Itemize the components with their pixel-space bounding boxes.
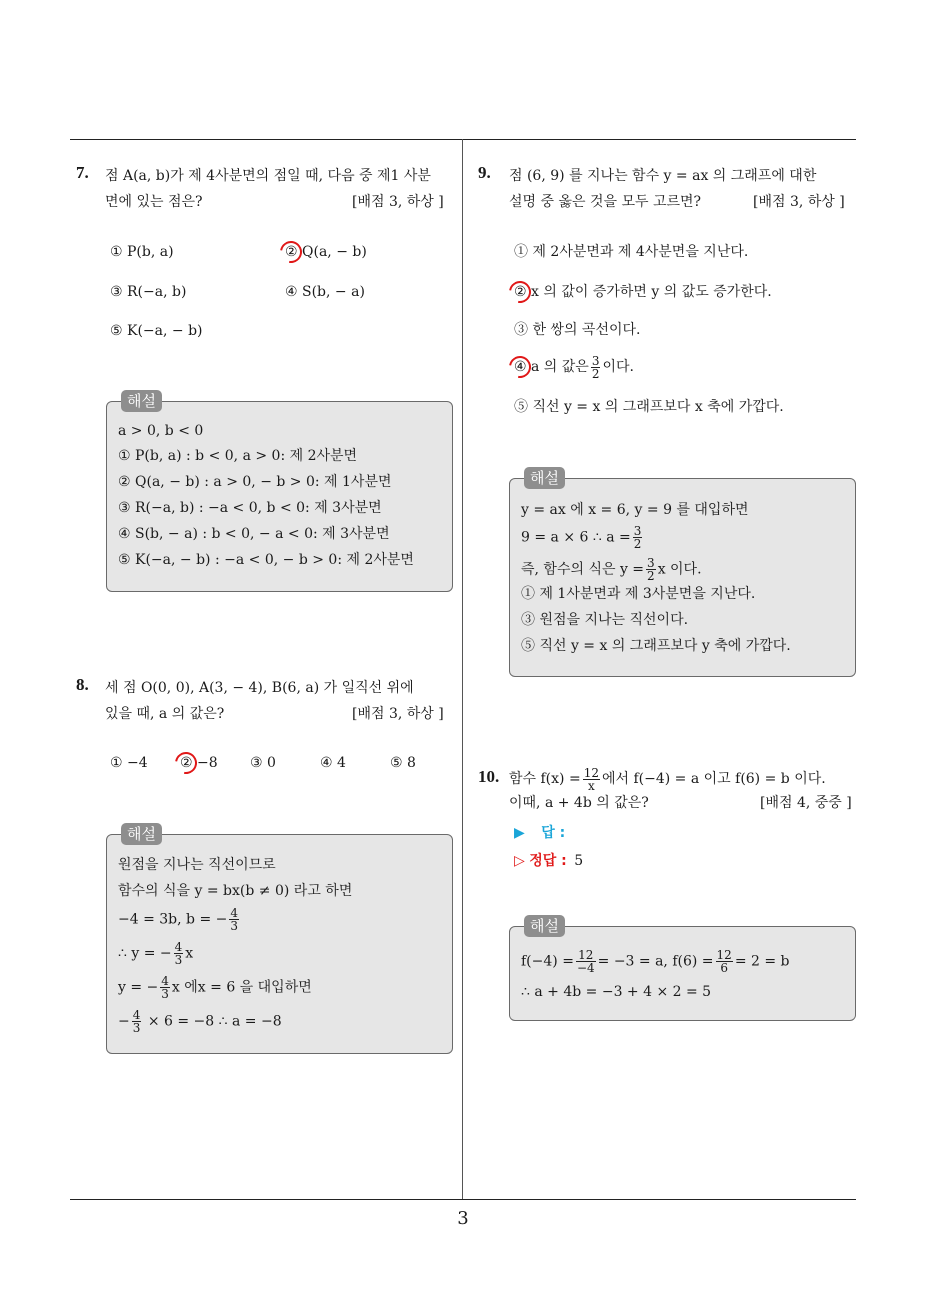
solution-box [509, 917, 856, 1021]
choice-1[interactable]: ① 제 2사분면과 제 4사분면을 지난다. [514, 244, 749, 260]
question-number: 7. [76, 163, 89, 182]
choice-4[interactable] [514, 352, 634, 382]
footer-rule [70, 1199, 856, 1200]
fraction: $\frac{12}{x}$ [583, 765, 599, 793]
solution-line: a > 0, b < 0 [118, 423, 204, 439]
solution-text: x 이다. [657, 561, 702, 578]
choice-5[interactable]: ⑤ 8 [390, 755, 416, 771]
solution-text: 9 = a × 6 ∴ a = [521, 529, 631, 546]
solution-line: 원점을 지나는 직선이므로 [118, 857, 276, 873]
fraction: $\frac{4}{3}$ [132, 1008, 141, 1035]
question-text-line1: 점 (6, 9) 를 지나는 함수 y = ax 의 그래프에 대한 [509, 168, 817, 184]
correct-answer-row [514, 850, 583, 872]
solution-text: x [185, 945, 194, 962]
solution-line: ① 제 1사분면과 제 3사분면을 지난다. [521, 586, 756, 602]
choice-2[interactable]: ② x 의 값이 증가하면 y 의 값도 증가한다. [514, 284, 772, 300]
solution-tag: 해설 [121, 390, 162, 412]
score-label: [배점 4, 중중 ] [760, 795, 852, 811]
choice-5[interactable]: ⑤ K(−a, − b) [110, 323, 203, 339]
solution-line: 함수의 식을 y = bx(b ≠ 0) 라고 하면 [118, 883, 353, 899]
solution-text: y = − [118, 979, 159, 996]
fraction: $\frac{3}{2}$ [633, 524, 642, 551]
outline-arrow-icon: ▷ [514, 853, 525, 869]
page-number: 3 [457, 1208, 469, 1229]
solution-line: ④ S(b, − a) : b < 0, − a < 0: 제 3사분면 [118, 526, 390, 542]
correct-answer-label: 정답 : [529, 853, 567, 869]
choice-3[interactable]: ③ R(−a, b) [110, 284, 187, 300]
question-text-line2: 설명 중 옳은 것을 모두 고르면? [509, 194, 702, 210]
choice-3[interactable]: ③ 한 쌍의 곡선이다. [514, 322, 641, 338]
fraction: $\frac{4}{3}$ [174, 940, 183, 967]
choice-4[interactable]: ④ S(b, − a) [285, 284, 365, 300]
choice-text: ④ a 의 값은 [514, 359, 589, 375]
solution-line [521, 525, 644, 550]
solution-text: x 에x = 6 을 대입하면 [171, 979, 312, 996]
question-text: 함수 f(x) = [509, 771, 581, 787]
question-text-line1 [509, 762, 826, 796]
solution-text: × 6 = −8 ∴ a = −8 [143, 1013, 282, 1030]
score-label: [배점 3, 하상 ] [352, 706, 444, 722]
question-number: 8. [76, 675, 89, 694]
solution-line: ⑤ 직선 y = x 의 그래프보다 y 축에 가깝다. [521, 638, 791, 654]
fraction: $\frac{3}{2}$ [647, 556, 655, 583]
solution-line: ① P(b, a) : b < 0, a > 0: 제 2사분면 [118, 448, 358, 464]
header-rule [70, 139, 856, 140]
play-arrow-icon: ▶ [514, 825, 525, 841]
fraction: $\frac{4}{3}$ [230, 906, 239, 933]
solution-box [509, 469, 856, 677]
choice-2[interactable]: ② Q(a, − b) [285, 244, 367, 260]
solution-line [118, 907, 241, 932]
solution-text: = 2 = b [734, 953, 790, 970]
solution-text: f(−4) = [521, 953, 574, 970]
solution-line: ③ R(−a, b) : −a < 0, b < 0: 제 3사분면 [118, 500, 382, 516]
solution-tag: 해설 [524, 467, 565, 489]
question-text: 에서 f(−4) = a 이고 f(6) = b 이다. [601, 771, 826, 787]
choice-2[interactable]: ② −8 [180, 755, 218, 771]
solution-line [521, 949, 790, 974]
choice-3[interactable]: ③ 0 [250, 755, 276, 771]
solution-text: 즉, 함수의 식은 y = [521, 561, 645, 578]
question-text-line1: 세 점 O(0, 0), A(3, − 4), B(6, a) 가 일직선 위에 [105, 680, 414, 696]
solution-box [106, 825, 453, 1054]
choice-5[interactable]: ⑤ 직선 y = x 의 그래프보다 x 축에 가깝다. [514, 399, 784, 415]
fraction: $\frac{12}{-4}$ [576, 948, 595, 975]
solution-text: = −3 = a, f(6) = [597, 953, 714, 970]
solution-text: −4 = 3b, b = − [118, 911, 228, 928]
choice-text: 이다. [602, 359, 634, 375]
solution-line: ⑤ K(−a, − b) : −a < 0, − b > 0: 제 2사분면 [118, 552, 414, 568]
solution-box [106, 392, 453, 592]
answer-label: 답 : [541, 825, 566, 841]
question-text-line2: 있을 때, a 의 값은? [105, 706, 225, 722]
question-text-line1: 점 A(a, b)가 제 4사분면의 점일 때, 다음 중 제1 사분 [105, 168, 431, 184]
solution-line [521, 557, 702, 582]
answer-row [514, 822, 565, 844]
solution-line: ③ 원점을 지나는 직선이다. [521, 612, 689, 628]
fraction: $\frac{12}{6}$ [716, 948, 732, 975]
fraction: $\frac{4}{3}$ [161, 974, 169, 1001]
solution-line [118, 941, 193, 966]
question-number: 9. [478, 163, 491, 182]
solution-text: ∴ y = − [118, 945, 172, 962]
question-number: 10. [478, 767, 500, 786]
choice-1[interactable]: ① −4 [110, 755, 148, 771]
solution-line: y = ax 에 x = 6, y = 9 를 대입하면 [521, 502, 749, 518]
fraction: $\frac{3}{2}$ [591, 353, 600, 381]
solution-tag: 해설 [121, 823, 162, 845]
solution-line: ② Q(a, − b) : a > 0, − b > 0: 제 1사분면 [118, 474, 392, 490]
score-label: [배점 3, 하상 ] [352, 194, 444, 210]
score-label: [배점 3, 하상 ] [753, 194, 845, 210]
solution-tag: 해설 [524, 915, 565, 937]
question-text-line2: 이때, a + 4b 의 값은? [509, 795, 649, 811]
solution-text: − [118, 1013, 130, 1030]
solution-line: ∴ a + 4b = −3 + 4 × 2 = 5 [521, 984, 712, 1000]
choice-1[interactable]: ① P(b, a) [110, 244, 174, 260]
choice-4[interactable]: ④ 4 [320, 755, 346, 771]
correct-answer-value: 5 [574, 853, 584, 869]
column-divider [462, 139, 463, 1199]
solution-line [118, 1009, 282, 1034]
solution-line [118, 975, 312, 1000]
question-text-line2: 면에 있는 점은? [105, 194, 203, 210]
